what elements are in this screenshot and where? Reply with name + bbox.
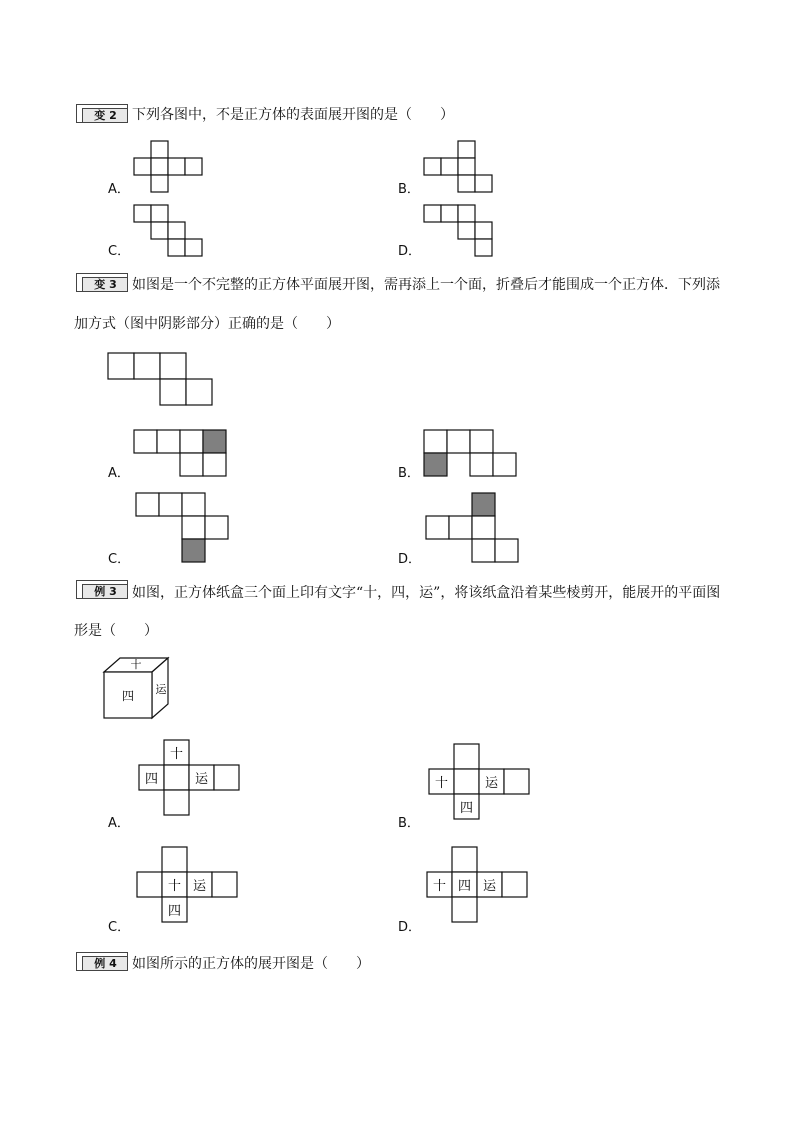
net-a-label-3: 运 [194, 772, 209, 787]
cube-front-label: 四 [121, 689, 135, 703]
option-label-c: C． [108, 244, 131, 259]
net-b-label-2: 运 [484, 776, 499, 791]
net-c-label-1: 十 [167, 879, 182, 894]
question-tag-bian2: 变 2 [76, 104, 128, 123]
net-d-label-1: 十 [432, 879, 447, 894]
net-d-label-2: 四 [457, 879, 472, 894]
option-label-a: A． [108, 182, 130, 197]
net-figure-bian3-d [422, 489, 524, 567]
option-label-a: A． [108, 466, 130, 481]
cube-figure [100, 654, 174, 724]
option-label-d: D． [398, 920, 422, 935]
net-figure-bian3-a [130, 426, 232, 480]
option-label-a: A． [108, 816, 130, 831]
option-label-b: B． [398, 816, 420, 831]
question-text-bian2: 下列各图中，不是正方体的表面展开图的是（ ） [132, 107, 454, 123]
net-b-label-1: 十 [434, 776, 449, 791]
net-c-label-3: 四 [167, 904, 182, 919]
net-figure-li3-a [134, 736, 244, 818]
net-figure-bian3-c [132, 489, 234, 567]
option-label-c: C． [108, 552, 131, 567]
net-c-label-2: 运 [192, 879, 207, 894]
question-tag-bian3: 变 3 [76, 273, 128, 292]
cube-top-label: 十 [130, 658, 142, 671]
question-text-li3-line1: 如图，正方体纸盒三个面上印有文字“十，四，运”，将该纸盒沿着某些棱剪开，能展开的平面图 [132, 585, 721, 601]
option-label-b: B． [398, 466, 420, 481]
question-text-bian3-line2: 加方式（图中阴影部分）正确的是（ ） [74, 316, 340, 332]
net-figure-li3-d [422, 843, 532, 925]
question-tag-li3: 例 3 [76, 580, 128, 599]
option-label-b: B． [398, 182, 420, 197]
question-text-li4: 如图所示的正方体的展开图是（ ） [132, 956, 370, 972]
net-b-label-3: 四 [459, 801, 474, 816]
cube-side-label: 运 [155, 683, 167, 696]
incomplete-net-figure [104, 350, 220, 410]
net-figure-bian3-b [420, 426, 522, 480]
question-text-li3-line2: 形是（ ） [74, 623, 158, 639]
net-figure-bian2-c [130, 202, 210, 260]
net-figure-li3-b [424, 740, 534, 822]
net-figure-bian2-a [130, 138, 210, 194]
net-a-label-1: 十 [169, 747, 184, 762]
net-a-label-2: 四 [144, 772, 159, 787]
option-label-d: D． [398, 244, 422, 259]
question-tag-li4: 例 4 [76, 952, 128, 971]
net-figure-li3-c [132, 843, 242, 925]
net-d-label-3: 运 [482, 879, 497, 894]
option-label-c: C． [108, 920, 131, 935]
question-text-bian3-line1: 如图是一个不完整的正方体平面展开图，需再添上一个面，折叠后才能围成一个正方体．下列添 [132, 277, 720, 293]
net-figure-bian2-d [420, 202, 500, 260]
net-figure-bian2-b [420, 138, 500, 196]
option-label-d: D． [398, 552, 422, 567]
